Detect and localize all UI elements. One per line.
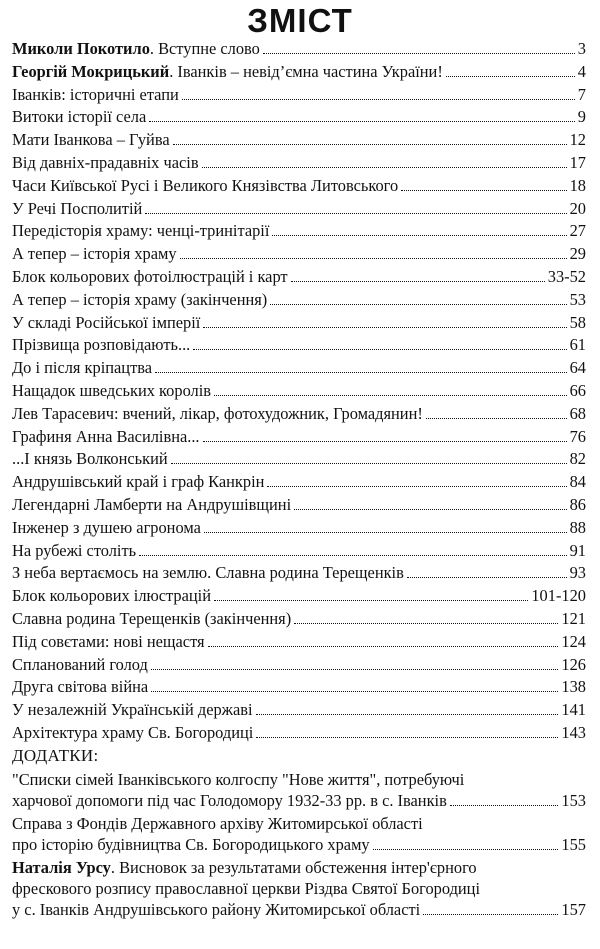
- dot-leader: [182, 99, 575, 100]
- toc-entry: [12, 471, 586, 494]
- dot-leader: [407, 577, 567, 578]
- toc-entry: [12, 289, 586, 312]
- toc-entry: [12, 357, 586, 380]
- toc-entry-text: Андрушівський край і граф Канкрін: [12, 472, 265, 492]
- toc-entry-title: [12, 84, 179, 107]
- toc-entry-title: [12, 152, 199, 175]
- dot-leader: [294, 509, 566, 510]
- toc-entry-page: 91: [569, 540, 586, 560]
- toc-entry-text: Передісторія храму: ченці-тринітарії: [12, 221, 270, 241]
- toc-entry-page: 20: [569, 198, 586, 218]
- toc-entry-title: [12, 334, 190, 357]
- toc-entry: [12, 312, 586, 335]
- dot-leader: [267, 486, 566, 487]
- dot-leader: [139, 555, 566, 556]
- toc-entry-text: Друга світова війна: [12, 677, 149, 697]
- toc-entry-title: [12, 266, 288, 289]
- toc-entry-text: Часи Київської Русі і Великого Князівства Литовського: [12, 175, 399, 195]
- toc-entry-title: [12, 106, 146, 129]
- toc-entry-title: [12, 198, 142, 221]
- dot-leader: [256, 714, 559, 715]
- toc-entry: [12, 562, 586, 585]
- toc-entry: [12, 334, 586, 357]
- dot-leader: [450, 805, 559, 806]
- toc-entry-text: Легендарні Ламберти на Андрушівщині: [12, 494, 292, 514]
- toc-entry-title: [12, 426, 200, 449]
- toc-entry-page: 27: [569, 221, 586, 241]
- toc-entry: [12, 403, 586, 426]
- appendix-entry-text: [12, 770, 464, 789]
- toc-entry: [12, 380, 586, 403]
- toc-entry-title: [12, 38, 260, 61]
- toc-entry: [12, 448, 586, 471]
- toc-entry-text: Лев Тарасевич: вчений, лікар, фотохудожник, Громадянин!: [12, 403, 423, 423]
- toc-entry-page: 93: [569, 563, 586, 583]
- dot-leader: [214, 600, 528, 601]
- dot-leader: [151, 669, 559, 670]
- toc-entry-title: [12, 540, 136, 563]
- dot-leader: [151, 691, 558, 692]
- toc-entry-title: [12, 220, 269, 243]
- toc-entry-title: [12, 403, 423, 426]
- toc-entry-text: У незалежній Українській державі: [12, 700, 253, 720]
- dot-leader: [291, 281, 545, 282]
- appendix-entry-page: 155: [561, 834, 586, 854]
- toc-entry-title: [12, 631, 205, 654]
- dot-leader: [193, 349, 566, 350]
- toc-entry: [12, 676, 586, 699]
- toc-entry-page: 64: [569, 358, 586, 378]
- appendix-entry-page: 157: [561, 899, 586, 919]
- appendix-entry-text: [12, 858, 477, 877]
- toc-entry-page: 68: [569, 403, 586, 423]
- toc-entry-page: 66: [569, 380, 586, 400]
- toc-entry-text: Інженер з душею агронома: [12, 517, 201, 537]
- toc-entry-author: Георгій Мокрицький: [12, 61, 170, 81]
- toc-entry-text: Прізвища розповідають...: [12, 335, 191, 355]
- toc-entry-title: [12, 676, 148, 699]
- toc-entry-title: [12, 494, 291, 517]
- dot-leader: [270, 304, 566, 305]
- toc-entry-text: Мати Іванкова – Гуйва: [12, 130, 170, 150]
- dot-leader: [173, 144, 567, 145]
- dot-leader: [401, 190, 566, 191]
- toc-entry-page: 86: [569, 494, 586, 514]
- dot-leader: [149, 121, 575, 122]
- toc-entry: [12, 84, 586, 107]
- toc-entry-page: 9: [577, 107, 586, 127]
- toc-entry-page: 29: [569, 244, 586, 264]
- appendix-entry-text: [12, 834, 370, 855]
- toc-entry-page: 12: [569, 130, 586, 150]
- toc-entry-text: З неба вертаємось на землю. Славна родина Терещенків: [12, 563, 404, 583]
- toc-entry: [12, 243, 586, 266]
- toc-entry-title: [12, 312, 200, 335]
- toc-entry: [12, 38, 586, 61]
- toc-entry-page: 61: [569, 335, 586, 355]
- appendix-entry-line: [12, 899, 586, 920]
- toc-entry: [12, 426, 586, 449]
- dot-leader: [204, 532, 567, 533]
- toc-entry-text: Витоки історії села: [12, 107, 147, 127]
- toc-entry: [12, 517, 586, 540]
- toc-entry-text: Іванків: історичні етапи: [12, 84, 179, 104]
- toc-entry-text: . Вступне слово: [149, 39, 260, 58]
- appendix-entry-author: Наталія Урсу: [12, 857, 111, 877]
- toc-entry: [12, 585, 586, 608]
- dot-leader: [203, 441, 567, 442]
- toc-entry-text: Спланований голод: [12, 654, 148, 674]
- dot-leader: [426, 418, 567, 419]
- toc-entry-text: У складі Російської імперії: [12, 312, 201, 332]
- toc-entry-page: 88: [569, 517, 586, 537]
- toc-entry-title: [12, 61, 443, 84]
- toc-entry-page: 3: [577, 39, 586, 58]
- appendix-entry-line: [12, 790, 586, 811]
- toc-entry-text: . Іванків – невід’ємна частина України!: [169, 61, 443, 81]
- toc-entry-page: 121: [561, 608, 586, 628]
- appendix-entry-text: [12, 879, 480, 898]
- dot-leader: [214, 395, 567, 396]
- appendix-line-text: . Висновок за результатами обстеження інтер'єрного: [110, 857, 477, 877]
- toc-entry-text: У Речі Посполитій: [12, 198, 143, 218]
- toc-entry: [12, 175, 586, 198]
- toc-entry: [12, 494, 586, 517]
- dot-leader: [294, 623, 558, 624]
- toc-entry-title: [12, 175, 398, 198]
- toc-entry-title: [12, 562, 404, 585]
- appendix-entry: [12, 813, 586, 855]
- toc-entry-title: [12, 699, 253, 722]
- toc-entry-title: [12, 448, 168, 471]
- toc-entry-title: [12, 243, 177, 266]
- toc-entry-text: Від давніх-прадавніх часів: [12, 152, 199, 172]
- toc-entry: [12, 129, 586, 152]
- toc-entry-page: 17: [569, 152, 586, 172]
- appendix-entry-line: [12, 769, 586, 790]
- toc-entry: [12, 198, 586, 221]
- toc-entry: [12, 266, 586, 289]
- toc-entry-page: 126: [561, 654, 586, 674]
- toc-entry-text: На рубежі століть: [12, 540, 137, 560]
- toc-entry-text: ...І князь Волконський: [12, 449, 168, 469]
- toc-entry-page: 7: [577, 84, 586, 104]
- table-of-contents: [12, 38, 586, 920]
- appendix-line-text: про історію будівництва Св. Богородицького храму: [12, 834, 370, 854]
- toc-entry-text: Архітектура храму Св. Богородиці: [12, 722, 254, 742]
- toc-entry-page: 53: [569, 289, 586, 309]
- toc-entry-text: Нащадок шведських королів: [12, 380, 212, 400]
- toc-entry-text: А тепер – історія храму: [12, 244, 177, 264]
- toc-entry-page: 84: [569, 472, 586, 492]
- toc-entry-title: [12, 471, 264, 494]
- dot-leader: [208, 646, 559, 647]
- toc-entry-title: [12, 722, 253, 745]
- toc-entry-page: 138: [561, 677, 586, 697]
- appendix-entry-text: [12, 790, 447, 811]
- toc-entry-text: Графиня Анна Василівна...: [12, 426, 200, 446]
- appendix-line-text: "Списки сімей Іванківського колгоспу "Нове життя", потребуючі: [12, 769, 465, 789]
- dot-leader: [171, 463, 567, 464]
- toc-entry-title: [12, 608, 291, 631]
- page-title: ЗМІСТ: [247, 2, 353, 39]
- toc-entry-page: 141: [561, 700, 586, 720]
- toc-entry-title: [12, 129, 170, 152]
- toc-entry-page: 124: [561, 631, 586, 651]
- toc-entry: [12, 699, 586, 722]
- toc-entry-author: Миколи Покотило: [12, 39, 150, 58]
- toc-entry-title: [12, 357, 152, 380]
- appendix-entry-line: [12, 834, 586, 855]
- toc-entry-page: 82: [569, 449, 586, 469]
- dot-leader: [256, 737, 558, 738]
- appendix-line-text: фрескового розпису православної церкви Різдва Святої Богородиці: [12, 878, 481, 898]
- toc-entry-title: [12, 654, 148, 677]
- appendix-entry-line: [12, 813, 586, 834]
- toc-entry: [12, 106, 586, 129]
- dot-leader: [446, 76, 575, 77]
- toc-entry-page: 18: [569, 175, 586, 195]
- appendix-entry-line: [12, 878, 586, 899]
- toc-entry-text: Блок кольорових ілюстрацій: [12, 586, 211, 606]
- toc-entry-title: [12, 289, 267, 312]
- appendix-line-text: у с. Іванків Андрушівського району Житомирської області: [12, 899, 421, 919]
- toc-entry-page: 33-52: [547, 266, 586, 286]
- dot-leader: [203, 327, 566, 328]
- toc-entry: [12, 540, 586, 563]
- dot-leader: [145, 213, 566, 214]
- toc-entry-title: [12, 585, 211, 608]
- toc-entry: [12, 608, 586, 631]
- toc-entry-text: До і після кріпацтва: [12, 358, 153, 378]
- appendix-entry: [12, 857, 586, 920]
- appendix-line-text: харчової допомоги під час Голодомору 1932-33 рр. в с. Іванків: [12, 790, 447, 810]
- dot-leader: [272, 235, 566, 236]
- toc-entry-page: 58: [569, 312, 586, 332]
- toc-entry-page: 76: [569, 426, 586, 446]
- toc-entry: [12, 220, 586, 243]
- appendix-entry-text: [12, 899, 420, 920]
- dot-leader: [423, 914, 558, 915]
- toc-entry-text: Під совєтами: нові нещастя: [12, 631, 205, 651]
- dot-leader: [373, 849, 559, 850]
- toc-entry: [12, 654, 586, 677]
- toc-entry-page: 4: [577, 61, 586, 81]
- toc-entry: [12, 152, 586, 175]
- toc-entry-text: А тепер – історія храму (закінчення): [12, 289, 268, 309]
- appendix-entry-text: [12, 814, 423, 833]
- appendix-entry-page: 153: [561, 790, 586, 810]
- toc-entry-text: Славна родина Терещенків (закінчення): [12, 608, 292, 628]
- appendix-heading: ДОДАТКИ:: [12, 745, 99, 765]
- dot-leader: [180, 258, 567, 259]
- toc-entry-page: 143: [561, 722, 586, 742]
- dot-leader: [155, 372, 567, 373]
- toc-entry: [12, 722, 586, 745]
- toc-entry-title: [12, 380, 211, 403]
- appendix-entry-line: [12, 857, 586, 878]
- toc-entry-title: [12, 517, 201, 540]
- toc-entry-text: Блок кольорових фотоілюстрацій і карт: [12, 266, 288, 286]
- appendix-entry: [12, 769, 586, 811]
- toc-entry: [12, 631, 586, 654]
- dot-leader: [202, 167, 567, 168]
- toc-entry-page: 101-120: [531, 586, 586, 606]
- dot-leader: [263, 53, 575, 54]
- toc-entry: [12, 61, 586, 84]
- appendix-line-text: Справа з Фондів Державного архіву Житомирської області: [12, 813, 423, 833]
